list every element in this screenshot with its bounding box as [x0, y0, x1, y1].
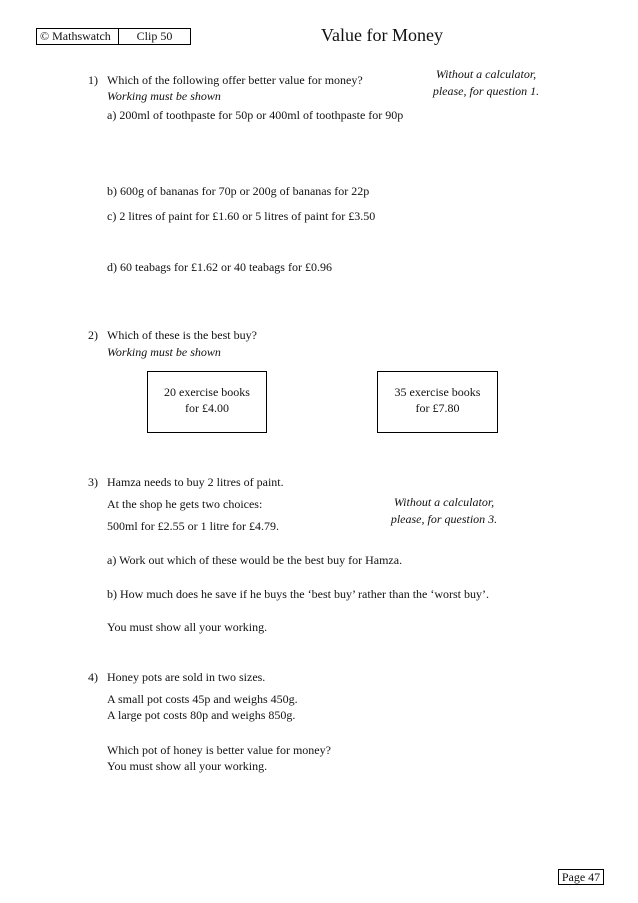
q3-line3: 500ml for £2.55 or 1 litre for £4.79. — [107, 519, 279, 533]
q3-part-a: a) Work out which of these would be the best buy for Hamza. — [107, 553, 403, 567]
q3-calculator-note — [378, 494, 510, 528]
q4-number: 4) — [88, 670, 98, 684]
q3-note-line1: Without a calculator, — [393, 495, 495, 509]
q3-note-line2: please, for question 3. — [390, 512, 498, 526]
q1-note-line1: Without a calculator, — [435, 67, 537, 81]
offer-box1-line2: for £4.00 — [185, 401, 229, 415]
q2-working-note: Working must be shown — [107, 345, 221, 359]
q1-part-d: d) 60 teabags for £1.62 or 40 teabags for £0.96 — [107, 260, 332, 274]
q3-line2: At the shop he gets two choices: — [107, 497, 263, 511]
offer-box-35-books — [377, 371, 498, 433]
page-title: Value for Money — [321, 25, 443, 45]
q2-text: Which of these is the best buy? — [107, 328, 257, 342]
q2-number: 2) — [88, 328, 98, 342]
q4-show-working: You must show all your working. — [107, 759, 268, 773]
copyright-label: © Mathswatch — [36, 28, 119, 45]
q1-text: Which of the following offer better value for money? — [107, 73, 363, 87]
page-number: Page 47 — [558, 869, 604, 885]
offer-box-20-books — [147, 371, 267, 433]
q3-part-b: b) How much does he save if he buys the ‘best buy’ rather than the ‘worst buy’. — [107, 587, 490, 601]
q3-number: 3) — [88, 475, 98, 489]
q4-line4: Which pot of honey is better value for money? — [107, 743, 331, 757]
q1-working-note: Working must be shown — [107, 89, 221, 103]
q4-line3: A large pot costs 80p and weighs 850g. — [107, 708, 296, 722]
offer-box1-line1: 20 exercise books — [164, 385, 250, 399]
q3-show-working: You must show all your working. — [107, 620, 268, 634]
q1-part-a: a) 200ml of toothpaste for 50p or 400ml of toothpaste for 90p — [107, 108, 404, 122]
q4-line2: A small pot costs 45p and weighs 450g. — [107, 692, 298, 706]
q4-line1: Honey pots are sold in two sizes. — [107, 670, 266, 684]
q1-part-c: c) 2 litres of paint for £1.60 or 5 litres of paint for £3.50 — [107, 209, 376, 223]
q1-part-b: b) 600g of bananas for 70p or 200g of bananas for 22p — [107, 184, 370, 198]
q3-line1: Hamza needs to buy 2 litres of paint. — [107, 475, 284, 489]
offer-box2-line2: for £7.80 — [415, 401, 460, 415]
q1-note-line2: please, for question 1. — [432, 84, 540, 98]
q1-number: 1) — [88, 73, 98, 87]
offer-box2-line1: 35 exercise books — [394, 385, 481, 399]
clip-label: Clip 50 — [119, 28, 191, 45]
q1-calculator-note — [420, 66, 552, 100]
